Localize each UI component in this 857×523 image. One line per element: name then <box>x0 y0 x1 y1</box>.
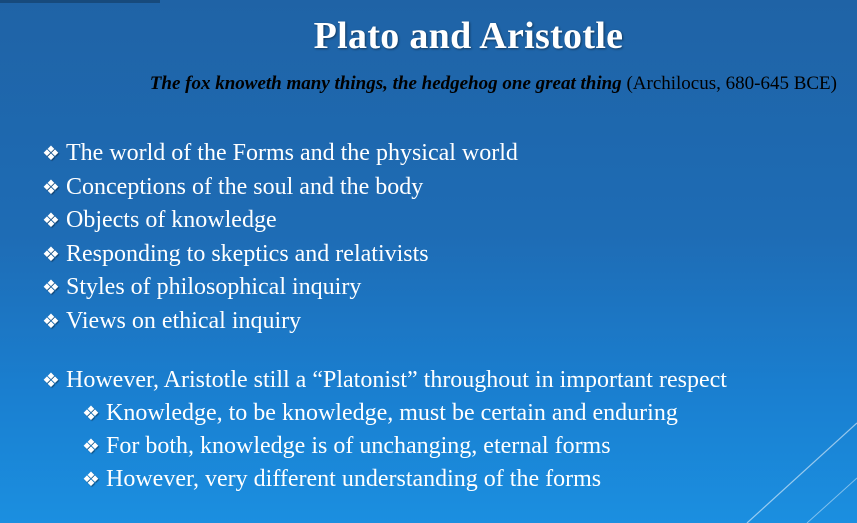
sub-point-item <box>42 463 727 496</box>
sub-point-text: However, very different understanding of the forms <box>106 466 602 492</box>
topic-item <box>42 171 518 205</box>
topic-text: Styles of philosophical inquiry <box>66 274 362 301</box>
diamond-bullet-icon: ❖ <box>42 176 60 199</box>
diamond-bullet-icon: ❖ <box>42 243 60 266</box>
topic-text: Responding to skeptics and relativists <box>66 240 429 267</box>
sub-point-item <box>42 397 727 430</box>
sub-point-item <box>42 430 727 463</box>
diamond-bullet-icon: ❖ <box>42 143 60 165</box>
sub-point-text: For both, knowledge is of unchanging, eternal forms <box>106 433 611 459</box>
diamond-bullet-icon: ❖ <box>82 403 100 425</box>
topic-list <box>42 137 518 339</box>
diamond-bullet-icon: ❖ <box>42 370 60 392</box>
topic-item <box>42 238 518 272</box>
topic-text: Views on ethical inquiry <box>66 307 302 334</box>
diamond-bullet-icon: ❖ <box>42 310 60 333</box>
diamond-bullet-icon: ❖ <box>82 469 100 491</box>
epigraph-citation: (Archilocus, 680-645 BCE) <box>621 73 837 94</box>
topic-text: Objects of knowledge <box>66 207 277 234</box>
epigraph <box>150 73 837 95</box>
decorative-diagonal-lines <box>737 383 857 523</box>
platonist-text: However, Aristotle still a “Platonist” throughout in important respect <box>66 367 727 393</box>
slide-title: Plato and Aristotle <box>313 15 624 57</box>
topic-text: The world of the Forms and the physical world <box>66 140 518 166</box>
diamond-bullet-icon: ❖ <box>82 436 100 458</box>
platonist-list <box>42 364 727 496</box>
diamond-bullet-icon: ❖ <box>42 277 60 300</box>
topic-item <box>42 137 518 171</box>
topic-item <box>42 271 518 305</box>
epigraph-quote: The fox knoweth many things, the hedgehog one great thing <box>149 73 622 94</box>
topic-item <box>42 305 518 339</box>
platonist-item <box>42 364 727 397</box>
diagonal-line <box>807 478 857 523</box>
diamond-bullet-icon: ❖ <box>42 210 60 233</box>
topic-text: Conceptions of the soul and the body <box>66 173 424 200</box>
topic-item <box>42 204 518 238</box>
sub-point-text: Knowledge, to be knowledge, must be certain and enduring <box>106 400 678 426</box>
diagonal-line <box>747 423 857 523</box>
top-edge-bar <box>0 0 160 3</box>
